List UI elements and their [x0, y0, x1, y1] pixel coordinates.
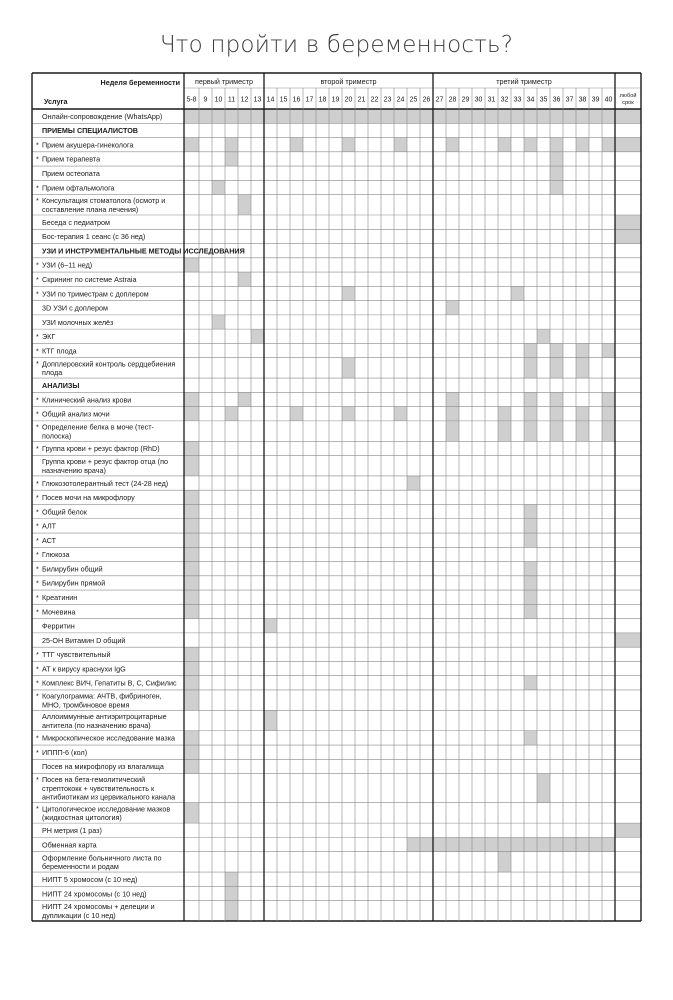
trimester-label: первый триместр — [194, 77, 254, 86]
shaded-cell — [524, 138, 537, 152]
shaded-cell — [589, 109, 602, 123]
service-label: АЛТ — [42, 521, 57, 531]
service-label: Мочевина — [42, 607, 76, 617]
service-label: Прием акушера-гинеколога — [42, 140, 134, 150]
shaded-cell — [394, 407, 407, 421]
required-star: * — [36, 332, 39, 342]
shaded-cell — [316, 109, 329, 123]
shaded-cell — [394, 109, 407, 123]
service-label: антитела (по назначению врача) — [42, 720, 151, 730]
service-label: Глюкоза — [42, 550, 70, 560]
shaded-cell — [225, 407, 238, 421]
service-label: Допплеровский контроль сердцебиения — [42, 359, 176, 369]
shaded-cell — [368, 109, 381, 123]
shaded-cell — [184, 547, 199, 561]
week-number: 39 — [591, 96, 600, 104]
shaded-cell — [225, 886, 238, 900]
service-label: Прием офтальмолога — [42, 183, 115, 193]
week-number: 32 — [500, 96, 509, 104]
week-number: 23 — [383, 96, 392, 104]
shaded-cell — [446, 407, 459, 421]
service-label: Билирубин общий — [42, 564, 103, 574]
week-number: 21 — [357, 96, 366, 104]
shaded-cell — [524, 562, 537, 576]
service-label: беременности и родам — [42, 862, 119, 872]
service-label: НИПТ 24 хромосомы + делеции и — [42, 902, 155, 912]
service-label: Группа крови + резус фактор отца (по — [42, 457, 168, 467]
shaded-cell — [602, 138, 615, 152]
week-number: 35 — [539, 96, 548, 104]
week-number: 18 — [318, 96, 327, 104]
shaded-cell — [563, 109, 576, 123]
shaded-cell — [524, 358, 537, 378]
shaded-cell — [212, 180, 225, 194]
shaded-cell — [251, 109, 264, 123]
shaded-cell — [511, 109, 524, 123]
shaded-cell — [602, 421, 615, 441]
service-label: АСТ — [42, 535, 56, 545]
service-label: Микроскопическое исследование мазка — [42, 733, 176, 743]
section-heading: ПРИЕМЫ СПЕЦИАЛИСТОВ — [42, 126, 138, 136]
service-label: Группа крови + резус фактор (RhD) — [42, 444, 160, 454]
service-label: АТ к вирусу краснухи IgG — [42, 664, 126, 674]
week-number: 28 — [448, 96, 457, 104]
shaded-cell — [615, 138, 641, 152]
required-star: * — [36, 478, 39, 488]
service-label: 25-ОН Витамин D общий — [42, 635, 126, 645]
week-number: 36 — [552, 96, 561, 104]
required-star: * — [36, 346, 39, 356]
shaded-cell — [524, 837, 537, 851]
shaded-cell — [550, 343, 563, 357]
shaded-cell — [615, 229, 641, 243]
service-label: Определение белка в моче (тест- — [42, 422, 154, 432]
shaded-cell — [433, 109, 446, 123]
shaded-cell — [446, 301, 459, 315]
trimester-label: второй триместр — [320, 77, 377, 86]
service-label: Аллоиммунные антиэритроцитарные — [42, 711, 167, 721]
shaded-cell — [576, 407, 589, 421]
required-star: * — [36, 183, 39, 193]
service-label: Прием терапевта — [42, 154, 101, 164]
shaded-cell — [524, 590, 537, 604]
required-star: * — [36, 747, 39, 757]
shaded-cell — [459, 837, 472, 851]
service-label: УЗИ (6–11 нед) — [42, 260, 93, 270]
shaded-cell — [511, 837, 524, 851]
week-number: 29 — [461, 96, 470, 104]
week-number: 40 — [604, 96, 613, 104]
shaded-cell — [576, 358, 589, 378]
shaded-cell — [524, 604, 537, 618]
week-number: 25 — [409, 96, 418, 104]
shaded-cell — [238, 195, 251, 215]
shaded-cell — [264, 109, 277, 123]
shaded-cell — [446, 392, 459, 406]
shaded-cell — [498, 138, 511, 152]
required-star: * — [36, 593, 39, 603]
shaded-cell — [342, 286, 355, 300]
shaded-cell — [238, 272, 251, 286]
shaded-cell — [184, 803, 199, 823]
any-time-label: любой — [619, 93, 637, 99]
service-label: Ферритин — [42, 621, 75, 631]
service-label: Общий анализ мочи — [42, 409, 110, 419]
week-number: 19 — [331, 96, 340, 104]
shaded-cell — [433, 837, 446, 851]
service-label: УЗИ по триместрам с доплером — [42, 289, 149, 299]
service-label: Обменная карта — [42, 840, 97, 850]
service-label: назначению врача) — [42, 465, 106, 475]
shaded-cell — [290, 407, 303, 421]
shaded-cell — [225, 872, 238, 886]
required-star: * — [36, 678, 39, 688]
shaded-cell — [238, 109, 251, 123]
shaded-cell — [472, 109, 485, 123]
shaded-cell — [184, 590, 199, 604]
week-number: 12 — [240, 96, 249, 104]
week-number: 31 — [487, 96, 496, 104]
week-number: 5-8 — [186, 96, 197, 104]
week-number: 9 — [203, 96, 208, 104]
shaded-cell — [498, 109, 511, 123]
shaded-cell — [602, 407, 615, 421]
shaded-cell — [550, 392, 563, 406]
section-heading: УЗИ И ИНСТРУМЕНТАЛЬНЫЕ МЕТОДЫ ИССЛЕДОВАНИЯ — [42, 246, 245, 256]
shaded-cell — [550, 421, 563, 441]
service-label: КТГ плода — [42, 346, 77, 356]
required-star: * — [36, 395, 39, 405]
shaded-cell — [420, 837, 433, 851]
shaded-cell — [381, 109, 394, 123]
shaded-cell — [342, 407, 355, 421]
shaded-cell — [184, 519, 199, 533]
shaded-cell — [524, 343, 537, 357]
shaded-cell — [602, 343, 615, 357]
shaded-cell — [184, 109, 199, 123]
service-label: Посев на бета-гемолитический — [42, 775, 146, 785]
shaded-cell — [184, 676, 199, 690]
shaded-cell — [563, 837, 576, 851]
shaded-cell — [524, 576, 537, 590]
shaded-cell — [524, 731, 537, 745]
shaded-cell — [184, 258, 199, 272]
service-label: составление плана лечения) — [42, 204, 139, 214]
service-label: Глюкозотолерантный тест (24-28 нед) — [42, 478, 169, 488]
any-time-label: срок — [622, 100, 634, 106]
shaded-cell — [290, 138, 303, 152]
shaded-cell — [290, 109, 303, 123]
shaded-cell — [184, 745, 199, 759]
required-star: * — [36, 733, 39, 743]
service-label: Бос-терапия 1 сеанс (с 36 нед) — [42, 232, 146, 242]
service-label: НИПТ 24 хромосомы (с 10 нед) — [42, 889, 147, 899]
shaded-cell — [184, 533, 199, 547]
shaded-cell — [550, 109, 563, 123]
shaded-cell — [303, 109, 316, 123]
required-star: * — [36, 422, 39, 432]
shaded-cell — [184, 661, 199, 675]
required-star: * — [36, 664, 39, 674]
required-star: * — [36, 650, 39, 660]
required-star: * — [36, 444, 39, 454]
service-label: ТТГ чувствительный — [42, 650, 111, 660]
service-label: Скрининг по системе Astraia — [42, 274, 137, 284]
required-star: * — [36, 691, 39, 701]
shaded-cell — [537, 329, 550, 343]
shaded-cell — [576, 343, 589, 357]
required-star: * — [36, 289, 39, 299]
shaded-cell — [615, 633, 641, 647]
required-star: * — [36, 274, 39, 284]
shaded-cell — [225, 138, 238, 152]
shaded-cell — [524, 519, 537, 533]
shaded-cell — [550, 837, 563, 851]
week-number: 14 — [266, 96, 275, 104]
shaded-cell — [264, 619, 277, 633]
shaded-cell — [615, 109, 641, 123]
shaded-cell — [184, 576, 199, 590]
shaded-cell — [498, 407, 511, 421]
shaded-cell — [407, 476, 420, 490]
shaded-cell — [184, 731, 199, 745]
shaded-cell — [184, 138, 199, 152]
shaded-cell — [212, 109, 225, 123]
page-title: Что пройти в беременность? — [159, 32, 514, 58]
shaded-cell — [537, 837, 550, 851]
shaded-cell — [550, 407, 563, 421]
service-label: Посев мочи на микрофлору — [42, 493, 135, 503]
service-label: плода — [42, 368, 63, 378]
shaded-cell — [407, 109, 420, 123]
shaded-cell — [184, 690, 199, 710]
week-number: 20 — [344, 96, 353, 104]
shaded-cell — [342, 138, 355, 152]
shaded-cell — [524, 676, 537, 690]
week-number: 10 — [214, 96, 223, 104]
required-star: * — [36, 550, 39, 560]
shaded-cell — [184, 441, 199, 455]
shaded-cell — [524, 421, 537, 441]
shaded-cell — [184, 490, 199, 504]
shaded-cell — [550, 180, 563, 194]
service-label: 3D УЗИ с доплером — [42, 303, 108, 313]
shaded-cell — [485, 837, 498, 851]
shaded-cell — [615, 215, 641, 229]
shaded-cell — [602, 837, 615, 851]
service-label: ЭКГ — [42, 332, 56, 342]
shaded-cell — [459, 109, 472, 123]
required-star: * — [36, 507, 39, 517]
week-number: 34 — [526, 96, 535, 104]
shaded-cell — [537, 774, 550, 803]
required-star: * — [36, 154, 39, 164]
service-label: полоска) — [42, 431, 72, 441]
week-number: 26 — [422, 96, 431, 104]
shaded-cell — [355, 109, 368, 123]
required-star: * — [36, 409, 39, 419]
shaded-cell — [184, 562, 199, 576]
shaded-cell — [602, 392, 615, 406]
shaded-cell — [251, 329, 264, 343]
service-label: антибиотикам из цервикального канала — [42, 792, 176, 802]
shaded-cell — [446, 138, 459, 152]
service-label: стрептококк + чувствительность к — [42, 783, 155, 793]
week-number: 22 — [370, 96, 379, 104]
shaded-cell — [329, 109, 342, 123]
week-number: 16 — [292, 96, 301, 104]
service-label: МНО, тромбиновое время — [42, 700, 130, 710]
required-star: * — [36, 140, 39, 150]
shaded-cell — [184, 759, 199, 773]
required-star: * — [36, 521, 39, 531]
service-label: Оформление больничного листа по — [42, 853, 162, 863]
service-label: ИППП-6 (кол) — [42, 747, 88, 757]
shaded-cell — [225, 901, 238, 921]
service-label: УЗИ молочных желёз — [42, 317, 114, 327]
shaded-cell — [184, 456, 199, 476]
shaded-cell — [576, 138, 589, 152]
shaded-cell — [264, 710, 277, 730]
shaded-cell — [199, 109, 212, 123]
shaded-cell — [446, 421, 459, 441]
shaded-cell — [524, 109, 537, 123]
week-number: 13 — [253, 96, 262, 104]
service-label: Общий белок — [42, 507, 87, 517]
shaded-cell — [576, 109, 589, 123]
shaded-cell — [485, 109, 498, 123]
week-number: 37 — [565, 96, 574, 104]
shaded-cell — [446, 837, 459, 851]
week-number: 33 — [513, 96, 522, 104]
shaded-cell — [420, 109, 433, 123]
week-number: 30 — [474, 96, 483, 104]
shaded-cell — [498, 421, 511, 441]
shaded-cell — [342, 358, 355, 378]
section-heading: АНАЛИЗЫ — [42, 381, 80, 391]
shaded-cell — [225, 109, 238, 123]
required-star: * — [36, 359, 39, 369]
shaded-cell — [184, 604, 199, 618]
shaded-cell — [589, 837, 602, 851]
week-number: 15 — [279, 96, 288, 104]
required-star: * — [36, 260, 39, 270]
week-number: 17 — [305, 96, 314, 104]
required-star: * — [36, 196, 39, 206]
service-label: Онлайн-сопровождение (WhatsApp) — [42, 111, 163, 121]
required-star: * — [36, 578, 39, 588]
shaded-cell — [184, 647, 199, 661]
service-label: Креатинин — [42, 593, 78, 603]
service-label: PH метрия (1 раз) — [42, 826, 102, 836]
shaded-cell — [602, 109, 615, 123]
shaded-cell — [524, 533, 537, 547]
service-label: дупликации (с 10 нед) — [42, 910, 116, 920]
shaded-cell — [225, 152, 238, 166]
shaded-cell — [184, 407, 199, 421]
trimester-label: третий триместр — [496, 77, 552, 86]
shaded-cell — [524, 504, 537, 518]
week-number: 38 — [578, 96, 587, 104]
shaded-cell — [524, 407, 537, 421]
shaded-cell — [184, 392, 199, 406]
shaded-cell — [498, 837, 511, 851]
service-label: Цитологическое исследование мазков — [42, 804, 171, 814]
shaded-cell — [524, 392, 537, 406]
shaded-cell — [212, 315, 225, 329]
service-label: (жидкостная цитология) — [42, 813, 122, 823]
service-label: Прием остеопата — [42, 168, 100, 178]
service-label: Беседа с педиатром — [42, 217, 110, 227]
required-star: * — [36, 535, 39, 545]
header-service-label: Услуга — [44, 97, 68, 106]
service-label: Посев на микрофлору из влагалища — [42, 762, 164, 772]
header-week-label: Неделя беременности — [100, 78, 180, 87]
shaded-cell — [184, 504, 199, 518]
shaded-cell — [446, 109, 459, 123]
service-label: Билирубин прямой — [42, 578, 106, 588]
required-star: * — [36, 564, 39, 574]
shaded-cell — [277, 109, 290, 123]
week-number: 27 — [435, 96, 444, 104]
week-number: 11 — [227, 96, 236, 104]
shaded-cell — [472, 837, 485, 851]
required-star: * — [36, 775, 39, 785]
shaded-cell — [394, 138, 407, 152]
required-star: * — [36, 493, 39, 503]
shaded-cell — [576, 837, 589, 851]
week-number: 24 — [396, 96, 405, 104]
shaded-cell — [550, 358, 563, 378]
shaded-cell — [407, 837, 420, 851]
shaded-cell — [498, 852, 511, 872]
service-label: Клинический анализ крови — [42, 395, 132, 405]
service-label: НИПТ 5 хромосом (с 10 нед) — [42, 874, 138, 884]
shaded-cell — [342, 109, 355, 123]
service-label: Комплекс ВИЧ, Гепатиты В, С, Сифилис — [42, 678, 177, 688]
service-label: Консультация стоматолога (осмотр и — [42, 196, 166, 206]
shaded-cell — [550, 152, 563, 166]
service-label: Коагулограмма: АЧТВ, фибриноген, — [42, 691, 162, 701]
shaded-cell — [238, 392, 251, 406]
shaded-cell — [550, 166, 563, 180]
shaded-cell — [550, 138, 563, 152]
shaded-cell — [537, 109, 550, 123]
shaded-cell — [511, 286, 524, 300]
required-star: * — [36, 804, 39, 814]
shaded-cell — [576, 421, 589, 441]
shaded-cell — [615, 823, 641, 837]
required-star: * — [36, 607, 39, 617]
